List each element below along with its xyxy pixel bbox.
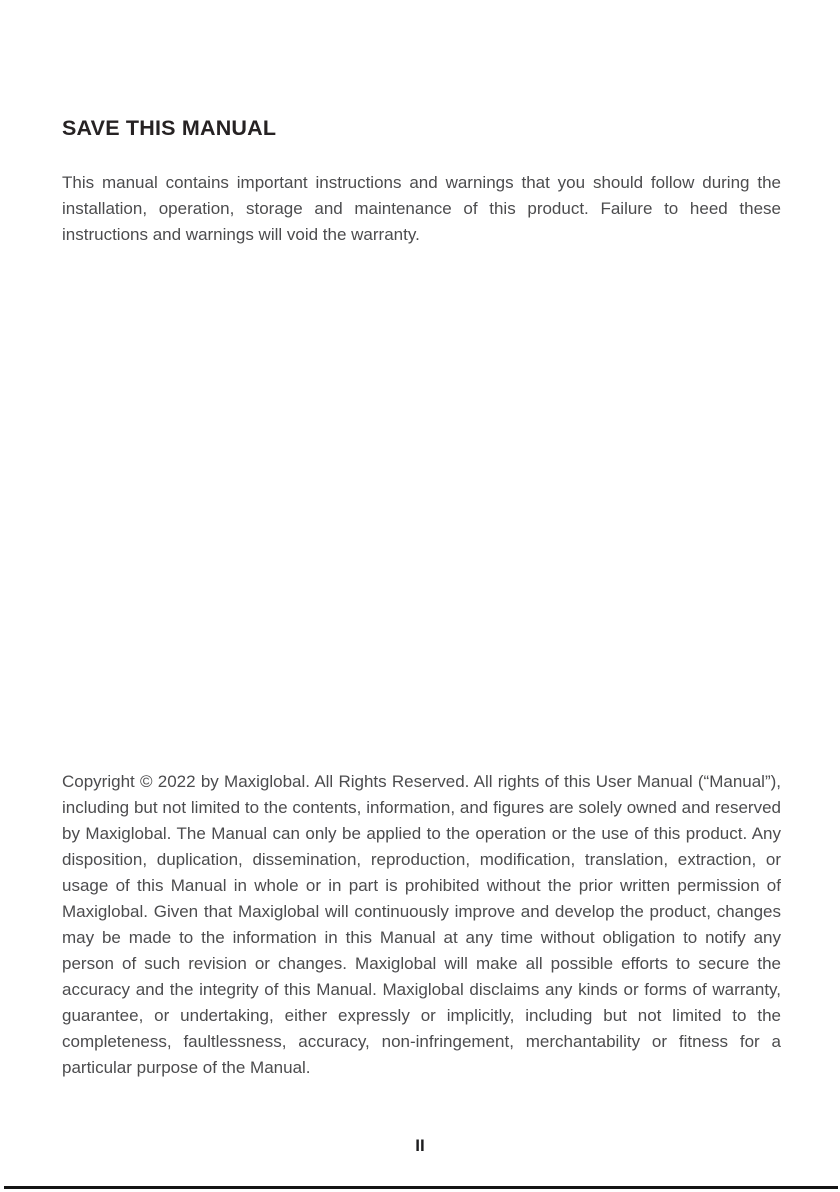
copyright-paragraph: Copyright © 2022 by Maxiglobal. All Rights Reserved. All rights of this User Manual (“Manual”), including but not limited to the contents, information, and figures are solely owned and reserved by Maxiglobal. The Manual can only be applied to the operation or the use of this product. Any disposition, duplication, dissemination, reproduction, modification, translation, extraction, or usage of this Manual in whole or in part is prohibited without the prior written permission of Maxiglobal. Given that Maxiglobal will continuously improve and develop the product, changes may be made to the information in this Manual at any time without obligation to notify any person of such revision or changes. Maxiglobal will make all possible efforts to secure the accuracy and the integrity of this Manual. Maxiglobal disclaims any kinds or forms of warranty, guarantee, or undertaking, either expressly or implicitly, including but not limited to the completeness, faultlessness, accuracy, non-infringement, merchantability or fitness for a particular purpose of the Manual. (62, 772, 781, 1077)
page-number: II (415, 1136, 425, 1155)
footer-rule (4, 1186, 838, 1189)
intro-paragraph: This manual contains important instructions and warnings that you should follow during the installation, operation, storage and maintenance of this product. Failure to heed these instructions and warnings will void the warranty. (62, 173, 781, 244)
section-heading: SAVE THIS MANUAL (62, 116, 277, 140)
